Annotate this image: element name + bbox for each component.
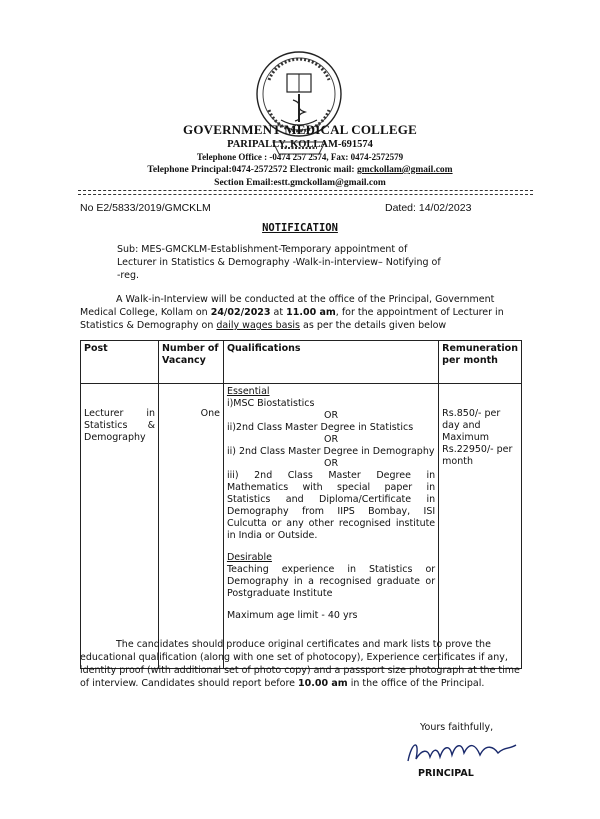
age-limit: Maximum age limit - 40 yrs (226, 610, 358, 621)
essential-label: Essential (226, 386, 270, 397)
report-time: 10.00 am (298, 678, 348, 689)
telephone-office: Telephone Office : -0474 257 2574, Fax: 0474-2572579 (196, 152, 404, 162)
intro-text: A Walk-in-Interview will be conducted at the office of the Principal, Government Medical College, Kollam on (80, 294, 495, 318)
desirable-label: Desirable (226, 552, 272, 563)
telephone-principal-label: Telephone Principal:0474-2572572 Electronic mail: (147, 165, 357, 175)
intro-paragraph (80, 293, 520, 332)
subject: Sub: MES-GMCKLM-Establishment-Temporary appointment of Lecturer in Statistics & Demography -Walk-in-interview– Notifying of -reg. (117, 244, 441, 281)
section-email (0, 178, 600, 188)
post-name: Lecturer in Statistics & Demography (84, 408, 155, 443)
cell-remuneration (439, 384, 522, 669)
date: Dated: 14/02/2023 (385, 202, 472, 214)
header-vacancy: Number of Vacancy (158, 341, 223, 384)
interview-date: 24/02/2023 (210, 307, 271, 318)
table-header-row (81, 341, 522, 384)
header-remuneration: Remuneration per month (439, 341, 522, 384)
qualification-4: iii) 2nd Class Master Degree in Mathematics with special paper in Statistics and Diploma/Certificate in Demography from IIPS Bombay, ISI Culcutta or any other recognised institute in India or Outside. (226, 470, 436, 541)
cell-vacancy (158, 384, 223, 669)
closing-text: The candidates should produce original certificates and mark lists to prove the educational qualification (along with one set of photocopy), Experience certificates if any, identity proof (with additional set of photo copy) and a passport size photograph at the time of interview. Candidates should report before (80, 639, 520, 689)
or-separator: OR (324, 458, 339, 469)
college-name: GOVERNMENT MEDICAL COLLEGE (183, 122, 417, 137)
intro-text: as per the details given below (300, 320, 447, 331)
desirable-text: Teaching experience in Statistics or Demography in a recognised graduate or Postgraduate Institute (226, 564, 436, 599)
vacancy-count: One (200, 408, 220, 419)
or-separator: OR (324, 434, 339, 445)
closing-paragraph (80, 638, 520, 690)
reference-number: No E2/5833/2019/GMCKLM (80, 202, 211, 214)
wage-basis: daily wages basis (216, 320, 301, 331)
header-post: Post (81, 341, 159, 384)
table-row (81, 384, 522, 669)
notification-title: NOTIFICATION (262, 222, 338, 234)
intro-text: at (270, 307, 287, 318)
cell-post (81, 384, 159, 669)
principal-email-link[interactable]: gmckollam@gmail.com (356, 165, 453, 175)
intro-text: , for the appointment of Lecturer in Statistics & Demography on (80, 307, 504, 331)
college-address: PARIPALLY, KOLLAM-691574 (227, 139, 373, 150)
remuneration-value: Rs.850/- per day and Maximum Rs.22950/- per month (442, 408, 513, 467)
valediction: Yours faithfully, (420, 722, 494, 733)
vacancy-table (80, 340, 522, 669)
qualification-3: ii) 2nd Class Master Degree in Demography (226, 446, 435, 457)
header-divider (78, 190, 533, 191)
header-divider (78, 194, 533, 195)
section-email-address[interactable]: estt.gmckollam@gmail.com (273, 178, 386, 188)
qualification-1: i)MSC Biostatistics (226, 398, 315, 409)
signatory-designation: PRINCIPAL (418, 768, 474, 779)
cell-qualifications (223, 384, 438, 669)
or-separator: OR (324, 410, 339, 421)
closing-text: in the office of the Principal. (347, 678, 485, 689)
qualification-2: ii)2nd Class Master Degree in Statistics (226, 422, 414, 433)
interview-time: 11.00 am (286, 307, 336, 318)
telephone-principal (0, 165, 600, 175)
section-email-label: Section Email: (214, 178, 274, 188)
header-qualifications: Qualifications (223, 341, 438, 384)
signature (400, 735, 520, 771)
